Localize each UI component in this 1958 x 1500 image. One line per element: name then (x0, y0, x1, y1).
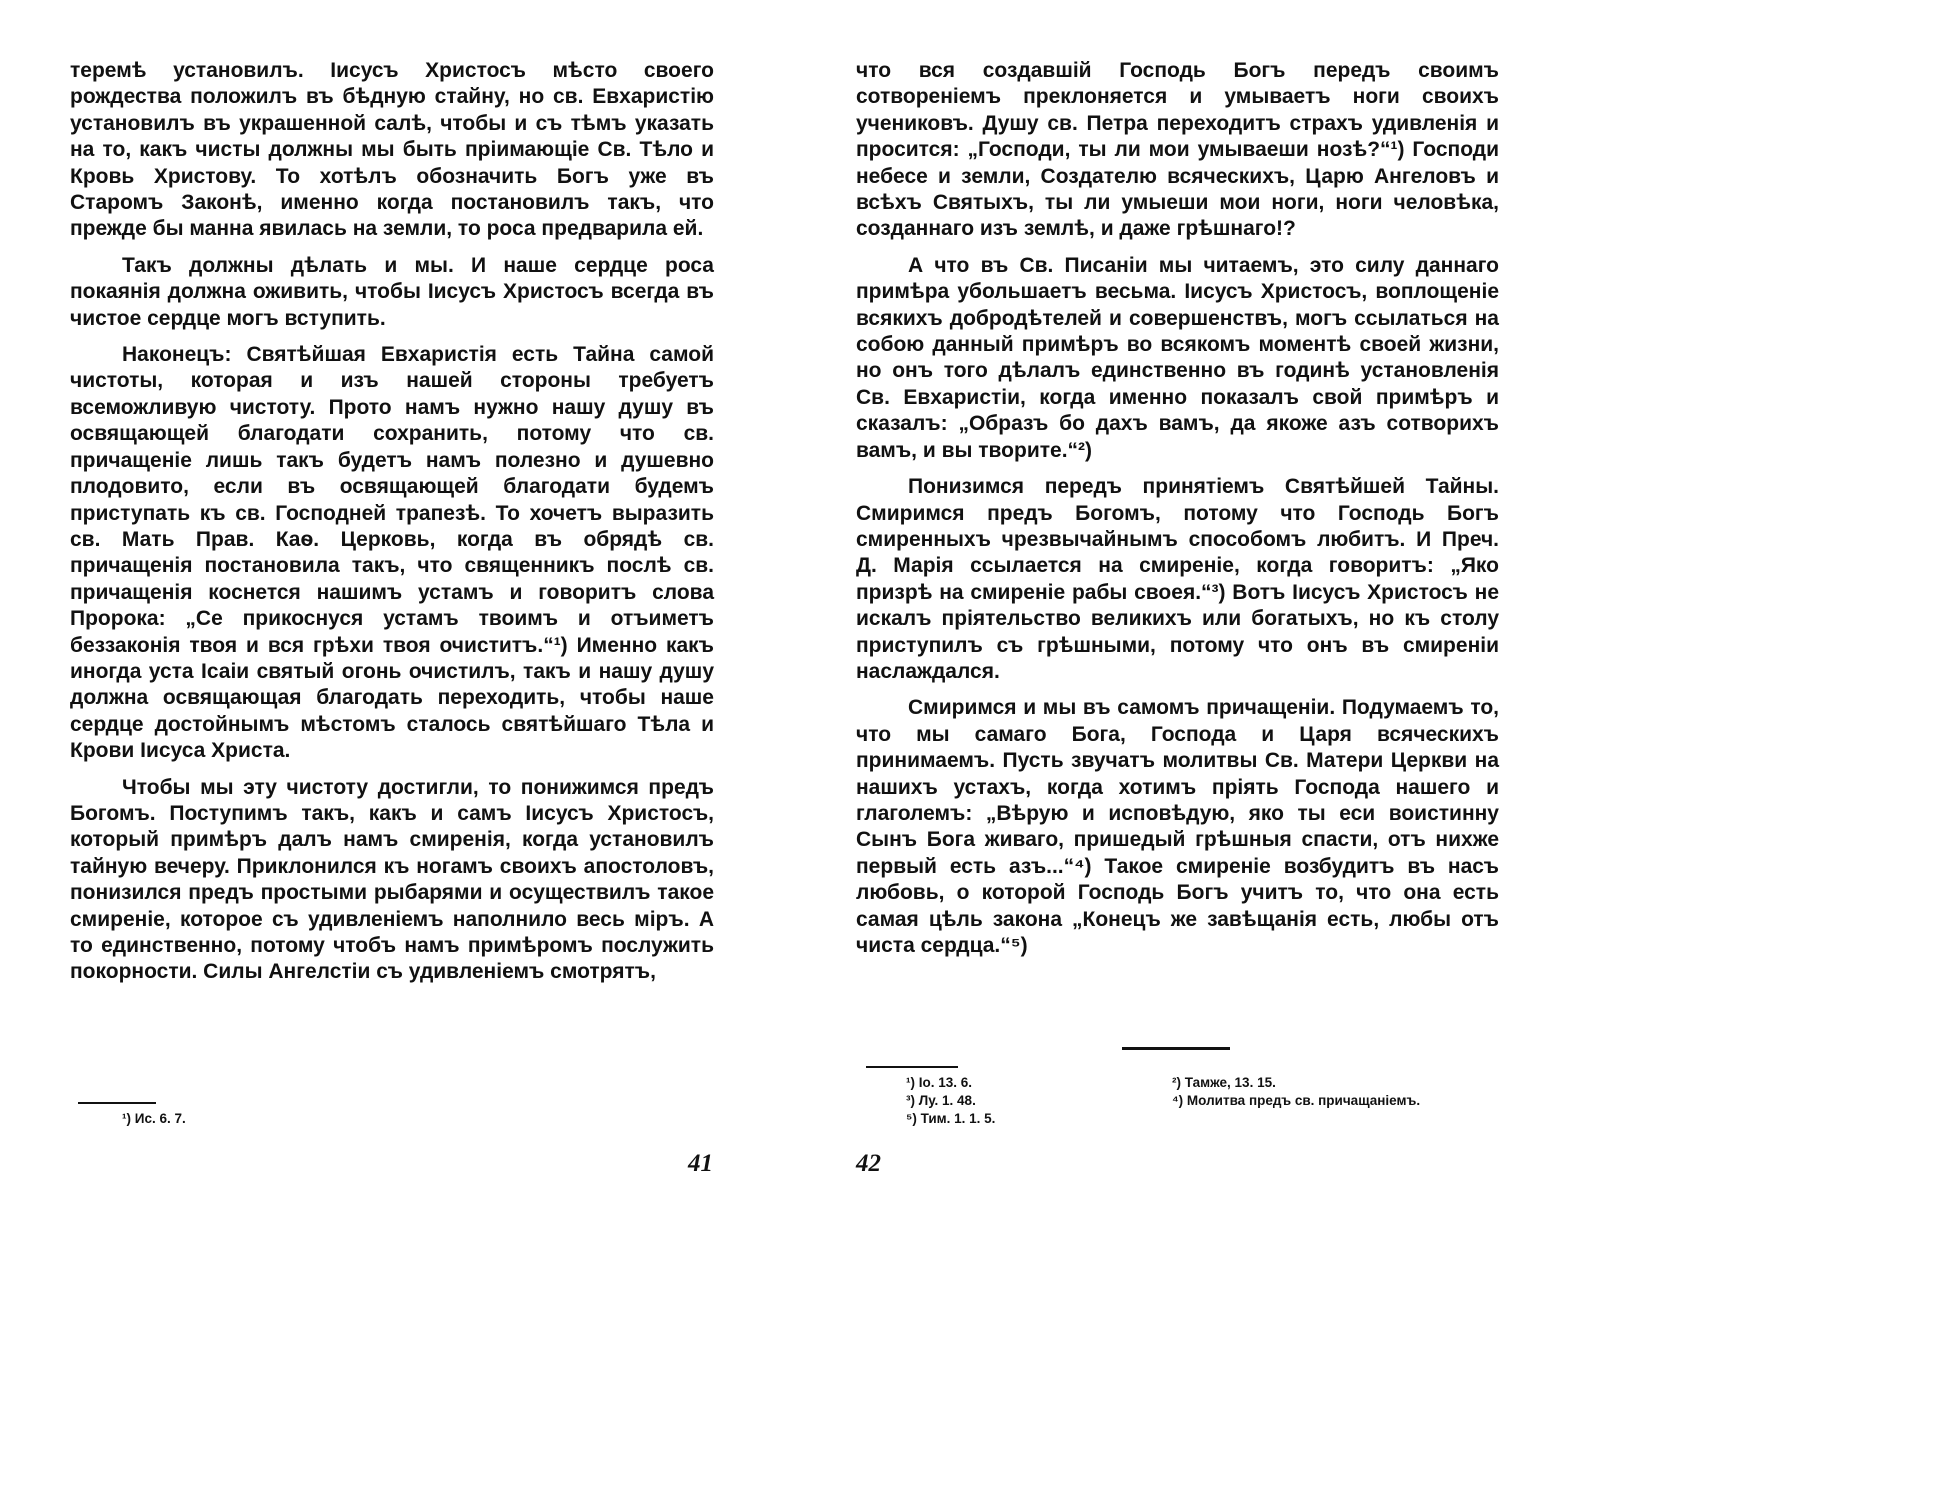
left-page-number: 41 (688, 1150, 713, 1177)
left-page (0, 0, 784, 1200)
right-page-number: 42 (856, 1150, 881, 1177)
right-text-end-rule (1122, 1047, 1230, 1050)
left-paragraph-1: теремѣ установилъ. Іисусъ Христосъ мѣсто своего рождества положилъ въ бѣдную стайну, но св. Евхаристію установилъ въ украшенной салѣ, чтобы и съ тѣмъ указать на то, какъ чисты должны мы быть пріимающіе Св. Тѣло и Кровь Христову. То хотѣлъ обозначить Богъ уже въ Старомъ Законѣ, именно когда постановилъ такъ, что прежде бы манна явилась на земли, то роса предварила ей. (70, 59, 714, 241)
right-page-body (856, 58, 1499, 969)
right-footnote-3: ³) Лу. 1. 48. (906, 1093, 976, 1108)
right-footnote-4: ⁴) Молитва предъ св. причащаніемъ. (1172, 1093, 1421, 1108)
right-paragraph-3: Понизимся передъ принятіемъ Святѣйшей Тайны. Смиримся предъ Богомъ, потому что Господь Богъ смиренныхъ чрезвычайнымъ способомъ любитъ. И Преч. Д. Марія ссылается на смиреніе, когда говоритъ: „Яко призрѣ на смиреніе рабы своея.“³) Вотъ Іисусъ Христосъ не искалъ пріятельство великихъ или богатыхъ, но къ столу приступилъ съ грѣшными, потому что онъ въ смиреніи наслаждался. (856, 475, 1499, 683)
right-footnote-5: ⁵) Тим. 1. 1. 5. (906, 1111, 996, 1126)
left-paragraph-2: Такъ должны дѣлать и мы. И наше сердце роса покаянія должна оживить, чтобы Іисусъ Христосъ всегда въ чистое сердце могъ вступить. (70, 253, 714, 330)
left-footnote: ¹) Ис. 6. 7. (122, 1111, 186, 1126)
left-footnote-rule (78, 1102, 156, 1104)
right-paragraph-4: Смиримся и мы въ самомъ причащеніи. Подумаемъ то, что мы самаго Бога, Господа и Царя всяческихъ принимаемъ. Пусть звучатъ молитвы Св. Матери Церкви на нашихъ устахъ, когда хотимъ пріять Господа нашего и глаголемъ: „Вѣрую и исповѣдую, яко ты еси воистинну Сынъ Бога живаго, пришедый грѣшныя спасти, отъ нихже первый есть азъ...“⁴) Такое смиреніе возбудитъ въ насъ любовь, о которой Господь Богъ учитъ то, что она есть самая цѣль закона „Конецъ же завѣщанія есть, любы отъ чиста сердца.“⁵) (856, 696, 1499, 957)
left-page-body (70, 58, 714, 996)
right-paragraph-2: А что въ Св. Писаніи мы читаемъ, это силу даннаго примѣра убольшаетъ весьма. Іисусъ Христосъ, воплощеніе всякихъ добродѣтелей и совершенствъ, могъ ссылаться на собою данный примѣръ во всякомъ моментѣ своей жизни, но онъ того дѣлалъ единственно въ годинѣ установленія Св. Евхаристіи, когда именно показалъ свой примѣръ и сказалъ: „Образъ бо дахъ вамъ, да якоже азъ сотворихъ вамъ, и вы творите.“²) (856, 253, 1499, 462)
right-footnote-1: ¹) Іо. 13. 6. (906, 1075, 973, 1090)
left-paragraph-3: Наконецъ: Святѣйшая Евхаристія есть Тайна самой чистоты, которая и изъ нашей стороны требуетъ всеможливую чистоту. Прото намъ нужно нашу душу въ освящающей благодати сохранить, потому что св. причащеніе лишь такъ будетъ намъ полезно и душевно плодовито, если въ освящающей благодати будемъ приступать къ св. Господней трапезѣ. То хочетъ выразить св. Мать Прав. Каѳ. Церковь, когда въ обрядѣ св. причащенія постановила такъ, что священникъ послѣ св. причащенія коснется нашимъ устамъ и говоритъ слова Пророка: „Се прикоснуся устамъ твоимъ и отъиметъ беззаконія твоя и вся грѣхи твоя очиститъ.“¹) Именно какъ иногда уста Ісаіи святый огонь очистилъ, такъ и нашу душу должна освящающая благодать переходить, чтобы наше сердце достойнымъ мѣстомъ сталось святѣйшаго Тѣла и Крови Іисуса Христа. (70, 343, 714, 763)
right-page (784, 0, 1568, 1200)
right-paragraph-1: что вся создавшій Господь Богъ передъ своимъ сотвореніемъ преклоняется и умываетъ ноги своихъ учениковъ. Душу св. Петра переходитъ страхъ удивленія и просится: „Господи, ты ли мои умываеши нозѣ?“¹) Господи небесе и земли, Создателю всяческихъ, Царю Ангеловъ и всѣхъ Святыхъ, ты ли умыеши мои ноги, ноги человѣка, созданнаго изъ землѣ, и даже грѣшнаго!? (856, 59, 1499, 241)
right-footnote-rule (866, 1066, 958, 1068)
left-paragraph-4: Чтобы мы эту чистоту достигли, то понижимся предъ Богомъ. Поступимъ такъ, какъ и самъ Іисусъ Христосъ, который примѣръ далъ намъ смиренія, когда установилъ тайную вечеру. Приклонился къ ногамъ своихъ апостоловъ, понизился предъ простыми рыбарями и осуществилъ такое смиреніе, которое съ удивленіемъ наполнило весь міръ. А то единственно, потому чтобъ намъ примѣромъ послужить покорности. Силы Ангелстіи съ удивленіемъ смотрятъ, (70, 775, 714, 984)
right-footnote-2: ²) Тамже, 13. 15. (1172, 1075, 1276, 1090)
